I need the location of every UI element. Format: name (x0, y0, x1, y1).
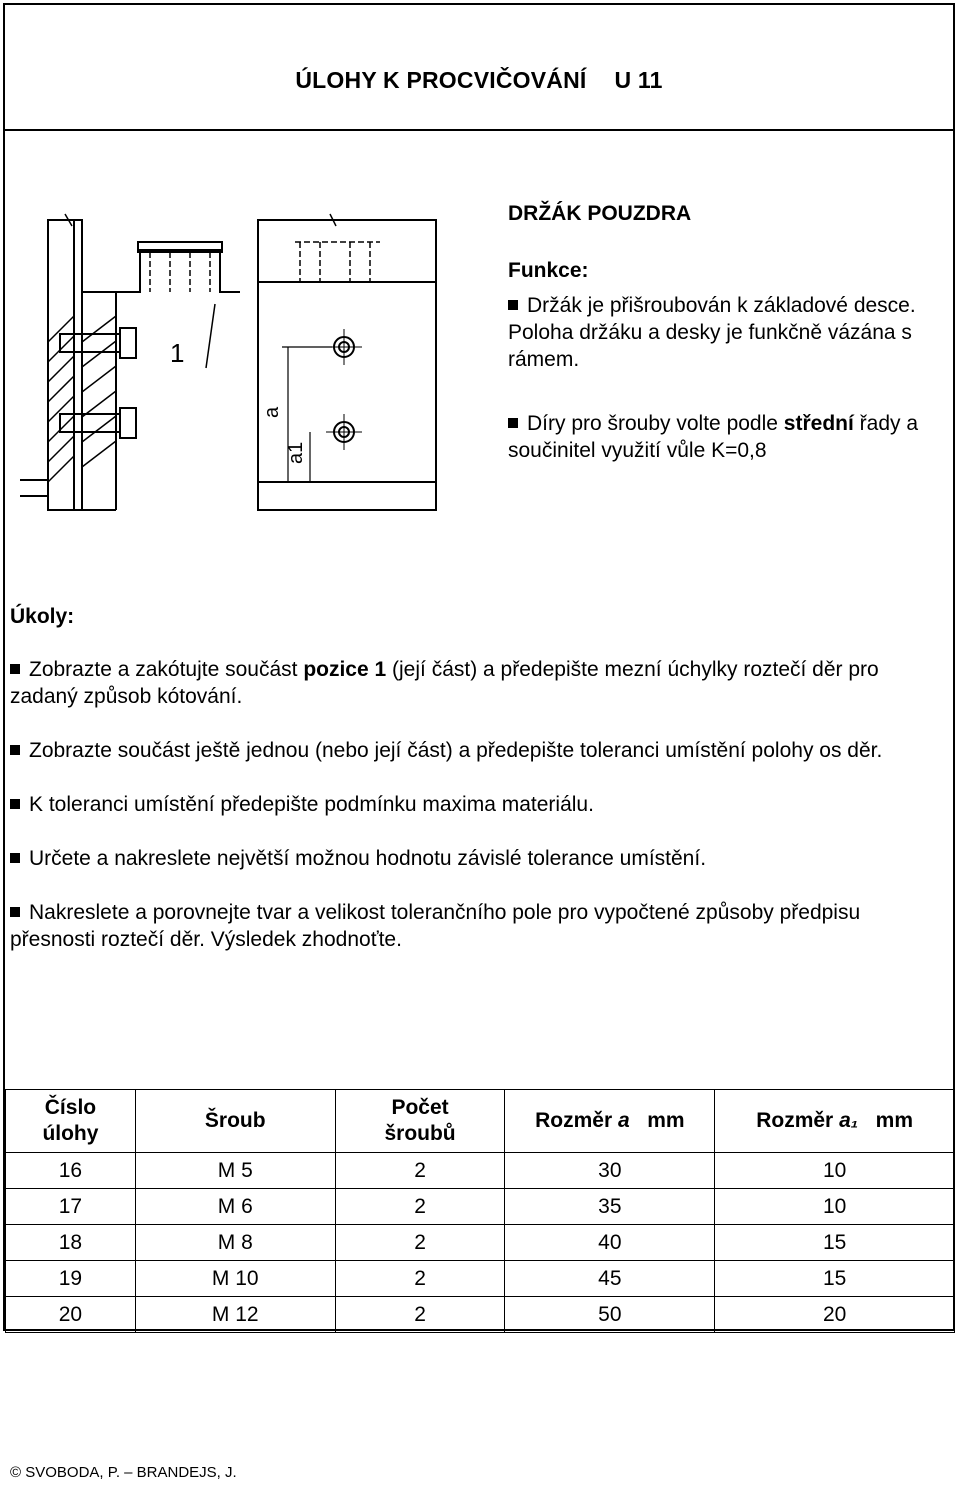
task-item (10, 737, 940, 764)
title-box (5, 5, 953, 131)
cell-a1: 20 (715, 1297, 955, 1333)
cell-cislo: 19 (6, 1261, 136, 1297)
dim-a1-label: a1 (285, 441, 307, 464)
bullet-icon (10, 664, 20, 674)
bullet-icon (508, 418, 518, 428)
cell-a1: 10 (715, 1189, 955, 1225)
bullet-icon (10, 907, 20, 917)
part-heading: DRŽÁK POUZDRA (508, 202, 692, 225)
cell-pocet: 2 (335, 1153, 505, 1189)
tasks-heading: Úkoly: (10, 605, 75, 628)
unit-number: U 11 (614, 67, 663, 93)
part-label: 1 (170, 338, 185, 368)
cell-a: 50 (505, 1297, 715, 1333)
col-header-a (505, 1090, 715, 1153)
cell-pocet: 2 (335, 1225, 505, 1261)
header-var: a₁ (839, 1109, 859, 1132)
function-paragraph (508, 292, 928, 373)
cell-a: 40 (505, 1225, 715, 1261)
title-text: ÚLOHY K PROCVIČOVÁNÍ (295, 67, 587, 93)
task-item (10, 899, 940, 953)
header-text: Rozměr (756, 1109, 840, 1132)
cell-sroub: M 8 (135, 1225, 335, 1261)
header-text: Počet (391, 1096, 449, 1119)
cell-a: 30 (505, 1153, 715, 1189)
header-text: Číslo (44, 1096, 97, 1119)
task-text: Nakreslete a porovnejte tvar a velikost tolerančního pole pro vypočtené způsoby předpisu přesnosti roztečí děr. Výsledek zhodnoťte. (10, 901, 861, 951)
cell-cislo: 17 (6, 1189, 136, 1225)
page-title (5, 67, 953, 94)
col-header-pocet (335, 1090, 505, 1153)
header-unit: mm (875, 1109, 914, 1132)
table-header-row (6, 1090, 955, 1153)
cell-pocet: 2 (335, 1261, 505, 1297)
function-text: Držák je přišroubován k základové desce. Poloha držáku a desky je funkčně vázána s rámem. (508, 294, 916, 371)
assignment-table (5, 1089, 955, 1333)
cell-pocet: 2 (335, 1189, 505, 1225)
task-text: Určete a nakreslete největší možnou hodnotu závislé tolerance umístění. (29, 847, 707, 870)
table-row (6, 1225, 955, 1261)
task-text: Zobrazte a zakótujte součást (29, 658, 304, 681)
cell-pocet: 2 (335, 1297, 505, 1333)
task-item (10, 656, 940, 710)
cell-cislo: 18 (6, 1225, 136, 1261)
task-text-bold: pozice 1 (303, 658, 387, 681)
table-row (6, 1261, 955, 1297)
header-text: úlohy (42, 1122, 99, 1145)
cell-a: 35 (505, 1189, 715, 1225)
cell-a1: 15 (715, 1225, 955, 1261)
header-text: šroubů (384, 1122, 456, 1145)
table-row (6, 1297, 955, 1333)
funkce-label: Funkce: (508, 259, 589, 282)
bullet-icon (10, 853, 20, 863)
header-text: Šroub (204, 1109, 266, 1132)
holes-text-pre: Díry pro šrouby volte podle (527, 412, 784, 435)
dim-a-label: a (261, 406, 283, 418)
cell-a: 45 (505, 1261, 715, 1297)
col-header-sroub (135, 1090, 335, 1153)
cell-a1: 10 (715, 1153, 955, 1189)
holes-text-post: řady a součinitel využití vůle K=0,8 (508, 412, 919, 462)
footer-credit: © SVOBODA, P. – BRANDEJS, J. (10, 1464, 237, 1481)
holes-paragraph (508, 410, 928, 464)
table-row (6, 1153, 955, 1189)
task-text: Zobrazte součást ještě jednou (nebo její část) a předepište toleranci umístění polohy os děr. (29, 739, 883, 762)
col-header-a1 (715, 1090, 955, 1153)
cell-cislo: 16 (6, 1153, 136, 1189)
header-text: Rozměr (535, 1109, 618, 1132)
cell-sroub: M 12 (135, 1297, 335, 1333)
task-item (10, 845, 940, 872)
header-var: a (618, 1109, 630, 1132)
holes-text-bold: střední (783, 412, 854, 435)
header-unit: mm (647, 1109, 685, 1132)
bullet-icon (10, 799, 20, 809)
info-panel (508, 200, 928, 464)
bullet-icon (508, 300, 518, 310)
cell-sroub: M 6 (135, 1189, 335, 1225)
task-item (10, 791, 940, 818)
bullet-icon (10, 745, 20, 755)
tasks-section (10, 603, 940, 980)
cell-cislo: 20 (6, 1297, 136, 1333)
task-text: (její část) a předepište mezní úchylky roztečí děr pro zadaný způsob kótování. (10, 658, 879, 708)
task-text: K toleranci umístění předepište podmínku maxima materiálu. (29, 793, 594, 816)
bracket-drawing (10, 192, 480, 522)
cell-sroub: M 10 (135, 1261, 335, 1297)
col-header-cislo (6, 1090, 136, 1153)
cell-sroub: M 5 (135, 1153, 335, 1189)
cell-a1: 15 (715, 1261, 955, 1297)
table-row (6, 1189, 955, 1225)
